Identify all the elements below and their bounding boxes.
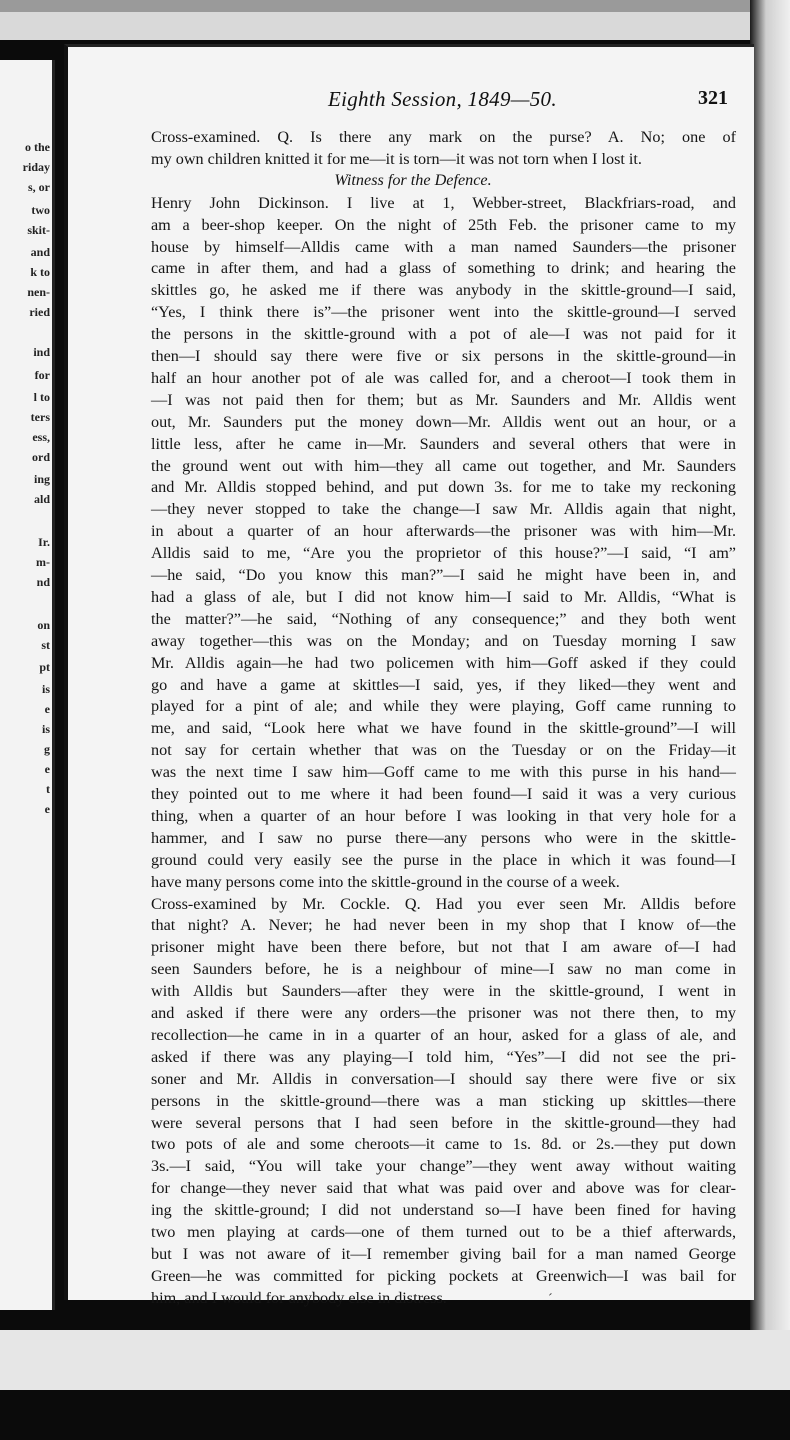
scan-backdrop-bottom: [0, 1330, 790, 1390]
text-line: two pots of ale and some cheroots—it came to 1s. 8d. or 2s.—they put down: [151, 1135, 736, 1154]
margin-fragment: and: [30, 245, 50, 259]
text-line: the ground went out with him—they all came out together, and Mr. Saunders: [151, 456, 736, 475]
text-line: were several persons that I had seen before in the skittle-ground—they had: [151, 1113, 736, 1132]
text-line: not say for certain whether that was on the Tuesday or on the Friday—it: [151, 741, 736, 760]
text-line: my own children knitted it for me—it is torn—it was not torn when I lost it.: [151, 149, 642, 168]
text-line: recollection—he came in in a quarter of an hour, asked for a glass of ale, and: [151, 1025, 736, 1044]
text-line: and Mr. Alldis stopped behind, and put down 3s. for me to take my reckoning: [151, 478, 736, 497]
margin-fragment: ters: [30, 410, 50, 424]
section-heading: Witness for the Defence.: [334, 170, 492, 189]
text-line: —he said, “Do you know this man?”—I said he might have been in, and: [151, 566, 736, 584]
margin-fragment: for: [34, 368, 50, 382]
margin-fragment: o the: [25, 140, 50, 154]
margin-fragment: on: [37, 618, 50, 632]
margin-fragment: skit-: [27, 223, 50, 237]
margin-fragment: ess,: [32, 430, 50, 444]
text-line: little less, after he came in—Mr. Saunders and several others that were in: [151, 434, 736, 453]
text-line: in about a quarter of an hour afterwards—the prisoner was with him—Mr.: [151, 522, 736, 541]
text-line: persons in the skittle-ground—there was a man sticking up skittles—there: [151, 1091, 736, 1110]
text-line: the persons in the skittle-ground with a pot of ale—I was not paid for it: [151, 325, 736, 344]
margin-fragment: ing: [33, 472, 50, 486]
text-line: soner and Mr. Alldis in conversation—I should say there were five or six: [151, 1069, 736, 1088]
text-line: —I was not paid then for them; but as Mr. Saunders and Mr. Alldis went: [151, 390, 736, 409]
text-line: Cross-examined by Mr. Cockle. Q. Had you ever seen Mr. Alldis before: [151, 894, 736, 913]
text-line: Green—he was committed for picking pockets at Greenwich—I was bail for: [151, 1266, 736, 1285]
margin-fragment: nen-: [27, 285, 50, 299]
text-line: go and have a game at skittles—I said, yes, if they liked—they went and: [151, 675, 736, 694]
text-line: Alldis said to me, “Are you the proprietor of this house?”—I said, “I am”: [151, 544, 736, 563]
text-line: out, Mr. Saunders put the money down—Mr. Alldis went out an hour, or a: [151, 412, 736, 431]
text-line: am a beer-shop keeper. On the night of 25th Feb. the prisoner came to my: [151, 215, 736, 234]
running-header: Eighth Session, 1849—50.: [328, 87, 557, 111]
margin-fragment: riday: [22, 160, 50, 174]
text-line: seen Saunders before, he is a neighbour of mine—I saw no man come in: [151, 960, 736, 979]
margin-fragment: pt: [39, 660, 50, 674]
text-line: him, and I would for anybody else in distress.: [151, 1288, 447, 1307]
margin-fragment: two: [31, 203, 50, 217]
margin-fragment: g: [44, 742, 50, 756]
text-line: hammer, and I saw no purse there—any persons who were in the skittle-: [151, 828, 736, 847]
text-line: have many persons come into the skittle-ground in the course of a week.: [151, 872, 620, 891]
margin-fragment: e: [44, 802, 50, 816]
text-line: Cross-examined. Q. Is there any mark on the purse? A. No; one of: [151, 128, 736, 146]
margin-fragment: Ir.: [38, 535, 50, 549]
text-line: had a glass of ale, but I did not know him—I said to Mr. Alldis, “What is: [151, 587, 736, 606]
text-line: house by himself—Alldis came with a man named Saunders—the prisoner: [151, 237, 736, 256]
text-line: for change—they never said that what was paid over and above was for clear-: [151, 1179, 736, 1198]
text-line: skittles go, he asked me if there was anybody in the skittle-ground—I said,: [151, 281, 736, 300]
text-line: away together—this was on the Monday; and on Tuesday morning I saw: [151, 631, 736, 650]
margin-fragment: m-: [36, 555, 50, 569]
text-line: 3s.—I said, “You will take your change”—they went away without waiting: [151, 1157, 736, 1176]
text-line: ing the skittle-ground; I did not understand so—I have been fined for having: [151, 1201, 736, 1220]
text-line: asked if there was any playing—I told him, “Yes”—I did not see the pri-: [151, 1047, 736, 1066]
text-line: and asked if there were any orders—the prisoner was not there then, to my: [151, 1004, 736, 1022]
text-line: two men playing at cards—one of them turned out to be a thief afterwards,: [151, 1223, 736, 1241]
margin-fragment: l to: [33, 390, 50, 404]
margin-fragment: ind: [33, 345, 50, 359]
text-line: played for a pint of ale; and while they were playing, Goff came running to: [151, 697, 736, 716]
margin-fragment: ald: [33, 492, 50, 506]
text-line: —they never stopped to take the change—I saw Mr. Alldis again that night,: [151, 500, 736, 519]
text-line: but I was not aware of it—I remember giving bail for a man named George: [151, 1244, 736, 1263]
text-line: Henry John Dickinson. I live at 1, Webber-street, Blackfriars-road, and: [151, 193, 736, 212]
scan-backdrop-shadow: [0, 0, 790, 12]
text-line: was the next time I saw him—Goff came to me with this purse in his hand—: [151, 763, 736, 782]
margin-fragment: t: [46, 782, 50, 796]
text-line: the matter?”—he said, “Nothing of any consequence;” and they both went: [151, 609, 736, 628]
scan-mark: ˊ: [548, 1292, 553, 1307]
text-line: half an hour another pot of ale was called for, and a cheroot—I took them in: [151, 368, 736, 387]
text-line: with Alldis but Saunders—after they were in the skittle-ground, I went in: [151, 982, 736, 1001]
margin-fragment: s, or: [28, 180, 50, 194]
margin-fragment: is: [41, 682, 50, 696]
text-line: they pointed out to me where it had been found—I said it was a very curious: [151, 785, 736, 803]
text-line: prisoner might have been there before, but not that I am aware of—I had: [151, 938, 736, 957]
margin-fragment: st: [41, 638, 50, 652]
book-page: [64, 44, 754, 1307]
margin-fragment: k to: [30, 265, 50, 279]
text-line: came in after them, and had a glass of something to drink; and hearing the: [151, 259, 736, 278]
scan-right-edge: [750, 0, 790, 1340]
text-line: thing, when a quarter of an hour before I was looking in that very hole for a: [151, 806, 736, 825]
text-line: then—I should say there were five or six persons in the skittle-ground—in: [151, 347, 736, 365]
scan-backdrop-top: [0, 0, 790, 40]
margin-fragment: ried: [29, 305, 50, 319]
text-line: Mr. Alldis again—he had two policemen with him—Goff asked if they could: [151, 653, 736, 672]
text-line: that night? A. Never; he had never been in my shop that I know of—the: [151, 916, 736, 935]
margin-fragment: e: [44, 762, 50, 776]
margin-fragment: nd: [36, 575, 50, 589]
text-line: me, and said, “Look here what we have found in the skittle-ground”—I will: [151, 719, 736, 738]
text-line: “Yes, I think there is”—the prisoner went into the skittle-ground—I served: [151, 303, 736, 322]
page-number: 321: [698, 87, 728, 109]
margin-fragment: e: [44, 702, 50, 716]
margin-fragment: is: [41, 722, 50, 736]
text-line: ground could very easily see the purse in the place in which it was found—I: [151, 850, 736, 869]
previous-page-edge: [0, 60, 55, 1310]
margin-fragment: ord: [32, 450, 50, 464]
